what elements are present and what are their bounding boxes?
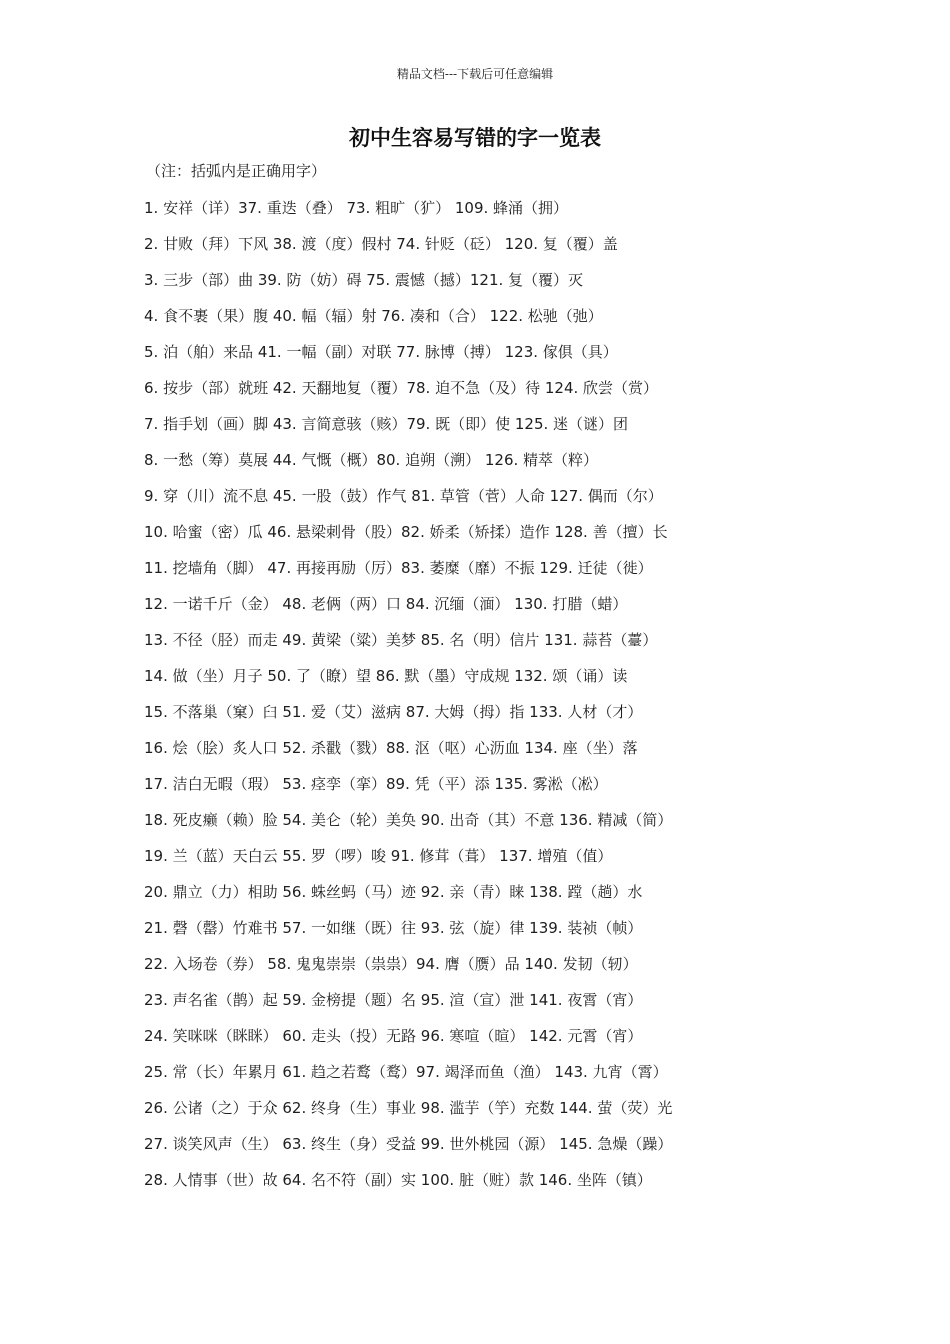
page-title bbox=[0, 122, 950, 152]
list-item: 23. 声名雀（鹊）起 59. 金榜提（题）名 95. 渲（宣）泄 141. 夜霄（宵） bbox=[144, 991, 643, 1009]
list-item: 10. 哈蜜（密）瓜 46. 悬梁刺骨（股）82. 娇柔（矫揉）造作 128. 善（擅）长 bbox=[144, 523, 668, 541]
list-item: 26. 公诸（之）于众 62. 终身（生）事业 98. 滥芋（竽）充数 144. 萤（荧）光 bbox=[144, 1099, 673, 1117]
usage-note: （注：括弧内是正确用字） bbox=[146, 162, 327, 180]
list-item: 11. 挖墙角（脚） 47. 再接再励（厉）83. 萎糜（靡）不振 129. 迁徒（徙） bbox=[144, 559, 653, 577]
list-item: 21. 磬（罄）竹难书 57. 一如继（既）往 93. 弦（旋）律 139. 装祯（帧） bbox=[144, 919, 643, 937]
list-item: 17. 洁白无暇（瑕） 53. 痉孪（挛）89. 凭（平）添 135. 雾淞（凇） bbox=[144, 775, 608, 793]
list-item: 3. 三步（部）曲 39. 防（妨）碍 75. 震憾（撼）121. 复（覆）灭 bbox=[144, 271, 584, 289]
header-note: 精品文档---下载后可任意编辑 bbox=[396, 67, 554, 81]
word-list bbox=[144, 196, 904, 1204]
list-item: 22. 入场卷（券） 58. 鬼鬼崇崇（祟祟）94. 膺（赝）品 140. 发韧（轫） bbox=[144, 955, 638, 973]
list-item: 4. 食不裹（果）腹 40. 幅（辐）射 76. 凑和（合） 122. 松驰（弛） bbox=[144, 307, 603, 325]
list-item: 8. 一愁（筹）莫展 44. 气慨（概）80. 追朔（溯） 126. 精萃（粹） bbox=[144, 451, 599, 469]
list-item: 2. 甘败（拜）下风 38. 渡（度）假村 74. 针贬（砭） 120. 复（覆）盖 bbox=[144, 235, 618, 253]
list-item: 24. 笑咪咪（眯眯） 60. 走头（投）无路 96. 寒喧（暄） 142. 元霄（宵） bbox=[144, 1027, 643, 1045]
list-item: 20. 鼎立（力）相助 56. 蛛丝蚂（马）迹 92. 亲（青）睐 138. 蹚（趟）水 bbox=[144, 883, 643, 901]
list-item: 16. 烩（脍）炙人口 52. 杀戳（戮）88. 沤（呕）心沥血 134. 座（坐）落 bbox=[144, 739, 638, 757]
list-item: 9. 穿（川）流不息 45. 一股（鼓）作气 81. 草管（菅）人命 127. 偶而（尔） bbox=[144, 487, 663, 505]
list-item: 7. 指手划（画）脚 43. 言简意骇（赅）79. 既（即）使 125. 迷（谜）团 bbox=[144, 415, 629, 433]
list-item: 18. 死皮癞（赖）脸 54. 美仑（轮）美奂 90. 出奇（其）不意 136. 精减（简） bbox=[144, 811, 673, 829]
list-item: 1. 安祥（详）37. 重迭（叠） 73. 粗旷（犷） 109. 蜂涌（拥） bbox=[144, 199, 569, 217]
page-title-text: 初中生容易写错的字一览表 bbox=[349, 125, 601, 150]
list-item: 5. 泊（舶）来品 41. 一幅（副）对联 77. 脉博（搏） 123. 傢俱（具） bbox=[144, 343, 618, 361]
list-item: 19. 兰（蓝）天白云 55. 罗（啰）唆 91. 修茸（葺） 137. 增殖（值） bbox=[144, 847, 613, 865]
list-item: 6. 按步（部）就班 42. 天翻地复（覆）78. 迫不急（及）待 124. 欣尝（赏） bbox=[144, 379, 659, 397]
list-item: 14. 做（坐）月子 50. 了（瞭）望 86. 默（墨）守成规 132. 颂（诵）读 bbox=[144, 667, 628, 685]
list-item: 28. 人情事（世）故 64. 名不符（副）实 100. 脏（赃）款 146. 坐阵（镇） bbox=[144, 1171, 652, 1189]
list-item: 13. 不径（胫）而走 49. 黄梁（粱）美梦 85. 名（明）信片 131. 蒜苔（薹） bbox=[144, 631, 658, 649]
list-item: 12. 一诺千斤（金） 48. 老俩（两）口 84. 沉缅（湎） 130. 打腊（蜡） bbox=[144, 595, 628, 613]
list-item: 15. 不落巢（窠）臼 51. 爱（艾）滋病 87. 大姆（拇）指 133. 人材（才） bbox=[144, 703, 643, 721]
list-item: 27. 谈笑风声（生） 63. 终生（身）受益 99. 世外桃园（源） 145. 急燥（躁） bbox=[144, 1135, 673, 1153]
list-item: 25. 常（长）年累月 61. 趋之若鹜（鹜）97. 竭泽而鱼（渔） 143. 九宵（霄） bbox=[144, 1063, 668, 1081]
